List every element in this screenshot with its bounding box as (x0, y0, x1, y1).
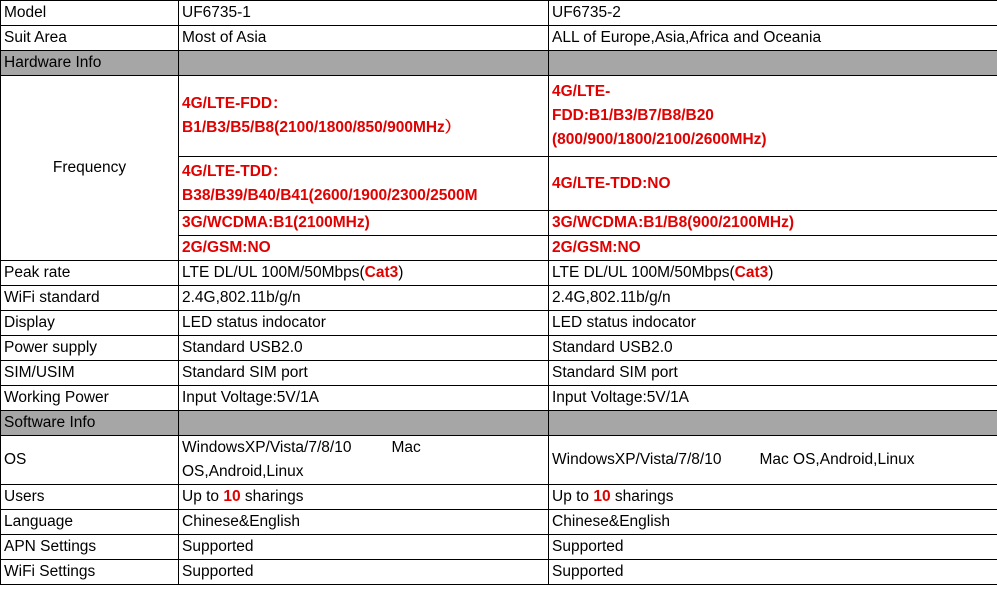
wifi-settings-2: Supported (549, 560, 997, 585)
wcdma-2: 3G/WCDMA:B1/B8(900/2100MHz) (549, 211, 997, 236)
label-working-power: Working Power (1, 386, 179, 411)
users-2-pre: Up to (552, 488, 594, 505)
wcdma-1: 3G/WCDMA:B1(2100MHz) (179, 211, 549, 236)
label-language: Language (1, 510, 179, 535)
gsm-1: 2G/GSM:NO (179, 236, 549, 261)
language-1: Chinese&English (179, 510, 549, 535)
wifi-standard-1: 2.4G,802.11b/g/n (179, 286, 549, 311)
row-apn-settings (1, 535, 997, 560)
os-1 (179, 436, 549, 485)
peak-rate-2 (549, 261, 997, 286)
users-1-num: 10 (223, 488, 241, 505)
sim-2: Standard SIM port (549, 361, 997, 386)
os-2-windows: WindowsXP/Vista/7/8/10 (552, 451, 722, 468)
row-sim (1, 361, 997, 386)
users-2-num: 10 (593, 488, 611, 505)
wifi-standard-2: 2.4G,802.11b/g/n (549, 286, 997, 311)
peak-rate-1-cat: Cat3 (364, 264, 399, 281)
label-os: OS (1, 436, 179, 485)
fdd-2-line-c: (800/900/1800/2100/2600MHz) (552, 131, 767, 148)
peak-rate-1-close: ) (398, 264, 404, 281)
os-1-rest: OS,Android,Linux (182, 463, 304, 480)
os-1-mac: Mac (391, 439, 421, 456)
model-1: UF6735-1 (179, 1, 549, 26)
tdd-1-line-b: B38/B39/B40/B41(2600/1900/2300/2500M (182, 186, 478, 204)
working-power-2: Input Voltage:5V/1A (549, 386, 997, 411)
users-1-post: sharings (240, 488, 304, 505)
working-power-1: Input Voltage:5V/1A (179, 386, 549, 411)
display-1: LED status indocator (179, 311, 549, 336)
row-wifi-settings (1, 560, 997, 585)
label-display: Display (1, 311, 179, 336)
apn-settings-1: Supported (179, 535, 549, 560)
label-peak-rate: Peak rate (1, 261, 179, 286)
row-language (1, 510, 997, 535)
language-2: Chinese&English (549, 510, 997, 535)
row-os (1, 436, 997, 485)
hardware-info-header: Hardware Info (1, 51, 179, 76)
users-1-pre: Up to (182, 488, 224, 505)
fdd-1 (179, 76, 549, 157)
wifi-settings-1: Supported (179, 560, 549, 585)
tdd-1-line-a: 4G/LTE-TDD： (182, 162, 288, 180)
suit-area-2: ALL of Europe,Asia,Africa and Oceania (549, 26, 997, 51)
fdd-1-line-b: B1/B3/B5/B8(2100/1800/850/900MHz） (182, 119, 461, 136)
users-2-post: sharings (610, 488, 674, 505)
row-hardware-header (1, 51, 997, 76)
label-wifi-standard: WiFi standard (1, 286, 179, 311)
row-suit-area (1, 26, 997, 51)
fdd-1-line-a: 4G/LTE-FDD： (182, 95, 288, 112)
peak-rate-2-close: ) (768, 264, 774, 281)
fdd-2 (549, 76, 997, 157)
power-supply-2: Standard USB2.0 (549, 336, 997, 361)
row-model (1, 1, 997, 26)
label-suit-area: Suit Area (1, 26, 179, 51)
gsm-2: 2G/GSM:NO (549, 236, 997, 261)
label-wifi-settings: WiFi Settings (1, 560, 179, 585)
sim-1: Standard SIM port (179, 361, 549, 386)
power-supply-1: Standard USB2.0 (179, 336, 549, 361)
tdd-2: 4G/LTE-TDD:NO (549, 157, 997, 211)
display-2: LED status indocator (549, 311, 997, 336)
software-info-header: Software Info (1, 411, 179, 436)
label-users: Users (1, 485, 179, 510)
label-power-supply: Power supply (1, 336, 179, 361)
fdd-2-line-a: 4G/LTE- (552, 83, 611, 100)
row-wifi-standard (1, 286, 997, 311)
row-frequency-fdd (1, 76, 997, 157)
os-1-windows: WindowsXP/Vista/7/8/10 (182, 439, 352, 456)
peak-rate-1 (179, 261, 549, 286)
peak-rate-1-text: LTE DL/UL 100M/50Mbps( (182, 264, 365, 281)
model-2: UF6735-2 (549, 1, 997, 26)
row-software-header (1, 411, 997, 436)
users-2 (549, 485, 997, 510)
peak-rate-2-cat: Cat3 (734, 264, 769, 281)
row-users (1, 485, 997, 510)
peak-rate-2-text: LTE DL/UL 100M/50Mbps( (552, 264, 735, 281)
row-display (1, 311, 997, 336)
fdd-2-line-b: FDD:B1/B3/B7/B8/B20 (552, 107, 714, 124)
row-peak-rate (1, 261, 997, 286)
os-2-rest: Mac OS,Android,Linux (759, 451, 915, 468)
apn-settings-2: Supported (549, 535, 997, 560)
suit-area-1: Most of Asia (179, 26, 549, 51)
tdd-1 (179, 157, 549, 211)
row-power-supply (1, 336, 997, 361)
users-1 (179, 485, 549, 510)
os-2 (549, 436, 997, 485)
label-apn-settings: APN Settings (1, 535, 179, 560)
label-sim: SIM/USIM (1, 361, 179, 386)
label-model: Model (1, 1, 179, 26)
row-working-power (1, 386, 997, 411)
label-frequency: Frequency (1, 76, 179, 261)
